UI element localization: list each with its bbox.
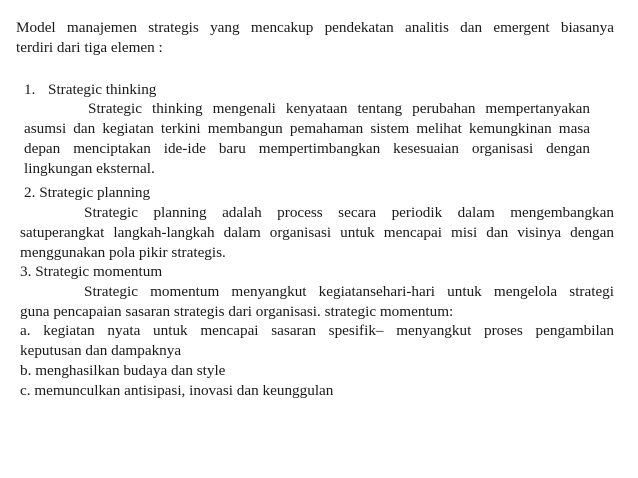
item-3-line: Strategic momentum menyangkut kegiatansehari-hari untuk mengelola strategi (84, 283, 614, 300)
momentum-list-item-c (20, 381, 614, 401)
item-2-title: 2. Strategic planning (24, 184, 151, 201)
item-2-body (20, 203, 614, 263)
item-1-title: Strategic thinking (48, 81, 157, 98)
item-3-body (20, 282, 614, 322)
list-b-line: b. menghasilkan budaya dan style (20, 362, 226, 379)
list-a-line: a. kegiatan nyata untuk mencapai sasaran spesifik– menyangkut proses pengambilan (20, 322, 614, 339)
intro-line: terdiri dari tiga elemen : (16, 39, 163, 56)
item-3-heading (20, 262, 320, 282)
item-2-heading (24, 183, 324, 203)
momentum-list-item-a (20, 321, 614, 361)
intro-line: Model manajemen strategis yang mencakup pendekatan analitis dan emergent biasanya (16, 19, 614, 36)
item-1-line: lingkungan eksternal. (24, 160, 155, 177)
item-1-body (24, 99, 590, 179)
item-2-line: menggunakan pola pikir strategis. (20, 244, 226, 261)
item-2-line: satuperangkat langkah-langkah dalam organisasi untuk mencapai misi dan visinya dengan (20, 224, 614, 241)
item-1-line: Strategic thinking mengenali kenyataan tentang perubahan mempertanyakan (88, 100, 590, 117)
item-2-line: Strategic planning adalah process secara periodik dalam mengembangkan (84, 204, 614, 221)
item-1-number: 1. (24, 81, 36, 98)
list-a-line: keputusan dan dampaknya (20, 342, 182, 359)
item-1-line: asumsi dan kegiatan terkini membangun pemahaman sistem melihat kemungkinan masa (24, 120, 590, 137)
item-1-heading (24, 80, 324, 100)
item-1-line: depan menciptakan ide-ide baru mempertimbangkan kesesuaian organisasi dengan (24, 140, 590, 157)
momentum-list-item-b (20, 361, 614, 381)
intro-paragraph (16, 18, 614, 58)
item-3-title: 3. Strategic momentum (20, 263, 163, 280)
item-3-line: guna pencapaian sasaran strategis dari organisasi. strategic momentum: (20, 303, 454, 320)
list-c-line: c. memunculkan antisipasi, inovasi dan keunggulan (20, 382, 334, 399)
